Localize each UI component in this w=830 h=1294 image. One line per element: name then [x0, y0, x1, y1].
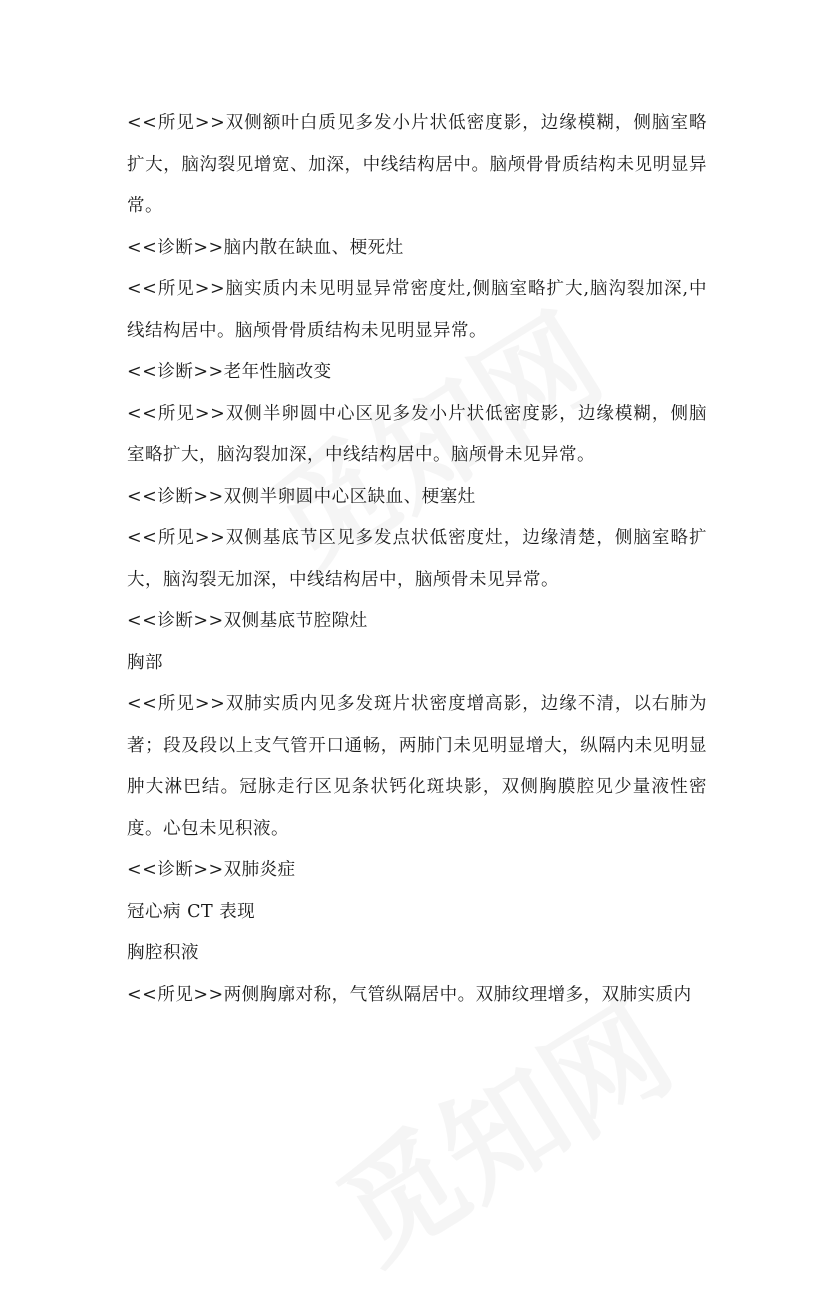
finding-paragraph: <<所见>>双肺实质内见多发斑片状密度增高影，边缘不清，以右肺为著；段及段以上支气管开口通畅，两肺门未见明显增大，纵隔内未见明显肿大淋巴结。冠脉走行区见条状钙化斑块影，双侧胸膜腔见少量液性密度。心包未见积液。: [127, 694, 707, 839]
section-heading: 胸腔积液: [127, 943, 199, 963]
finding-paragraph: <<所见>>双侧半卵圆中心区见多发小片状低密度影，边缘模糊，侧脑室略扩大，脑沟裂加深，中线结构居中。脑颅骨未见异常。: [127, 403, 707, 465]
finding-paragraph: <<所见>>两侧胸廓对称，气管纵隔居中。双肺纹理增多，双肺实质内: [127, 984, 692, 1005]
finding-paragraph: <<所见>>脑实质内未见明显异常密度灶,侧脑室略扩大,脑沟裂加深,中线结构居中。脑颅骨骨质结构未见明显异常。: [127, 279, 707, 341]
diagnosis-paragraph: <<诊断>>双侧基底节腔隙灶: [127, 611, 368, 631]
diagnosis-paragraph: <<诊断>>双肺炎症: [127, 860, 296, 880]
section-heading: 冠心病 CT 表现: [127, 901, 256, 922]
document-body: [127, 103, 707, 1016]
diagnosis-paragraph: <<诊断>>双侧半卵圆中心区缺血、梗塞灶: [127, 486, 476, 507]
finding-paragraph: <<所见>>双侧额叶白质见多发小片状低密度影，边缘模糊，侧脑室略扩大，脑沟裂见增宽、加深，中线结构居中。脑颅骨骨质结构未见明显异常。: [127, 113, 707, 216]
diagnosis-paragraph: <<诊断>>脑内散在缺血、梗死灶: [127, 237, 404, 258]
diagnosis-paragraph: <<诊断>>老年性脑改变: [127, 362, 332, 382]
finding-paragraph: <<所见>>双侧基底节区见多发点状低密度灶，边缘清楚，侧脑室略扩大，脑沟裂无加深，中线结构居中，脑颅骨未见异常。: [127, 528, 707, 590]
section-heading: 胸部: [127, 652, 163, 673]
